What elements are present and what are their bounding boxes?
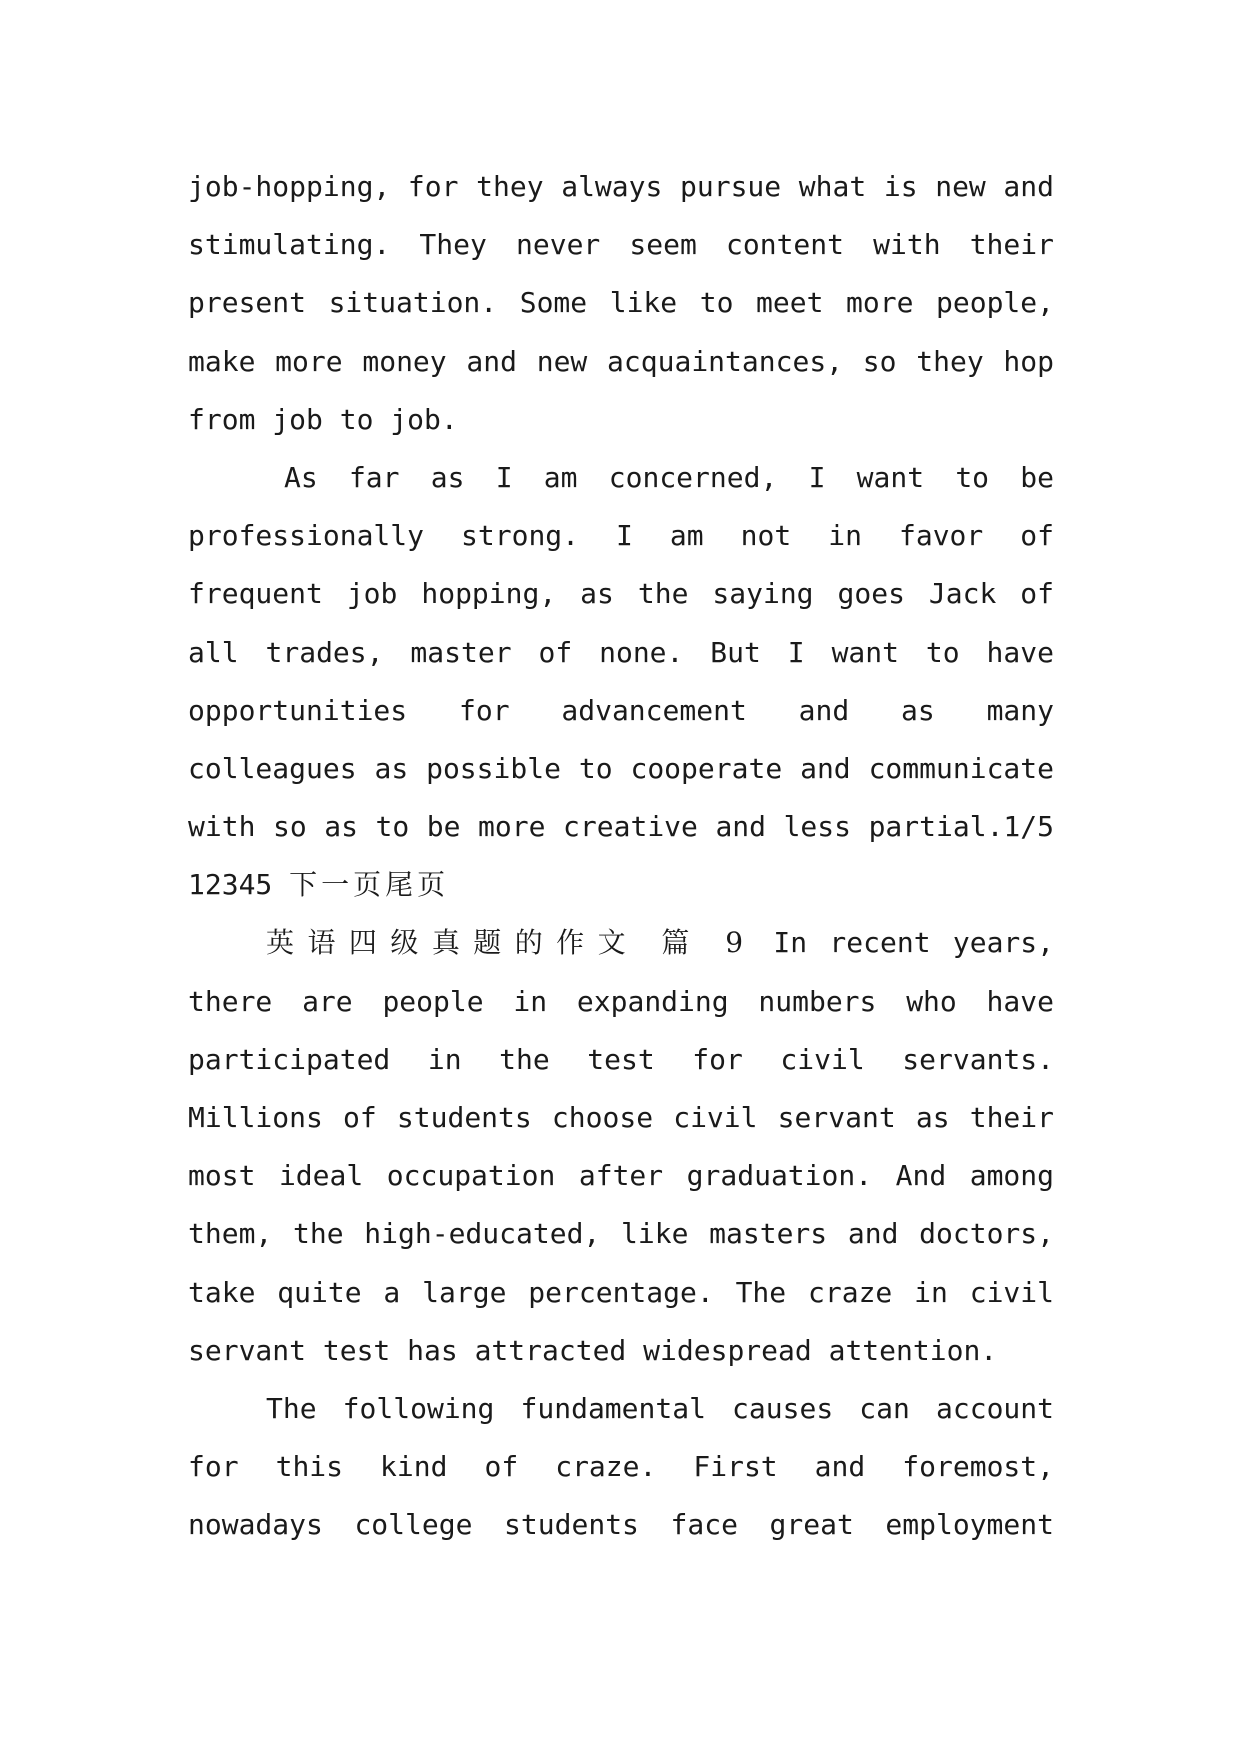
paragraph-line: opportunities for advancement and as many	[188, 693, 1054, 727]
paragraph-line: nowadays college students face great employment	[188, 1508, 1054, 1542]
paragraph-line: participated in the test for civil servants.	[188, 1042, 1054, 1076]
paragraph-line: them, the high-educated, like masters and doctors,	[188, 1217, 1054, 1251]
paragraph-line: for this kind of craze. First and foremost,	[188, 1450, 1054, 1484]
paragraph-line: The following fundamental causes can account	[266, 1391, 1054, 1425]
paragraph-line-start: In recent years,	[773, 926, 1054, 960]
document-body	[188, 158, 1054, 1555]
pagination	[188, 856, 1054, 914]
section-heading-line	[188, 914, 1054, 972]
pagination-page-numbers[interactable]: 12345	[188, 868, 273, 902]
paragraph-line: Millions of students choose civil servant as their	[188, 1101, 1054, 1134]
paragraph-line: make more money and new acquaintances, so they hop	[188, 344, 1054, 378]
section-heading: 英语四级真题的作文 篇 9	[266, 926, 752, 960]
paragraph-line: present situation. Some like to meet more people,	[188, 286, 1054, 320]
next-page-link[interactable]: 下一页	[289, 868, 386, 902]
paragraph-line: all trades, master of none. But I want to have	[188, 635, 1054, 669]
paragraph-line: professionally strong. I am not in favor of	[188, 519, 1054, 553]
paragraph-line: colleagues as possible to cooperate and communicate	[188, 751, 1054, 785]
paragraph-line: stimulating. They never seem content with their	[188, 228, 1054, 262]
paragraph-line: job-hopping, for they always pursue what is new and	[188, 170, 1054, 203]
paragraph-line: frequent job hopping, as the saying goes Jack of	[188, 577, 1054, 611]
paragraph-line: servant test has attracted widespread attention.	[188, 1333, 998, 1367]
paragraph-line: As far as I am concerned, I want to be	[284, 460, 1054, 494]
paragraph-line: from job to job.	[188, 402, 458, 436]
last-page-link[interactable]: 尾页	[385, 868, 450, 902]
paragraph-line: there are people in expanding numbers who have	[188, 984, 1054, 1018]
paragraph-line: most ideal occupation after graduation. And among	[188, 1159, 1054, 1193]
paragraph-line: take quite a large percentage. The craze in civil	[188, 1275, 1054, 1309]
paragraph-line: with so as to be more creative and less partial.1/5	[188, 810, 1054, 844]
